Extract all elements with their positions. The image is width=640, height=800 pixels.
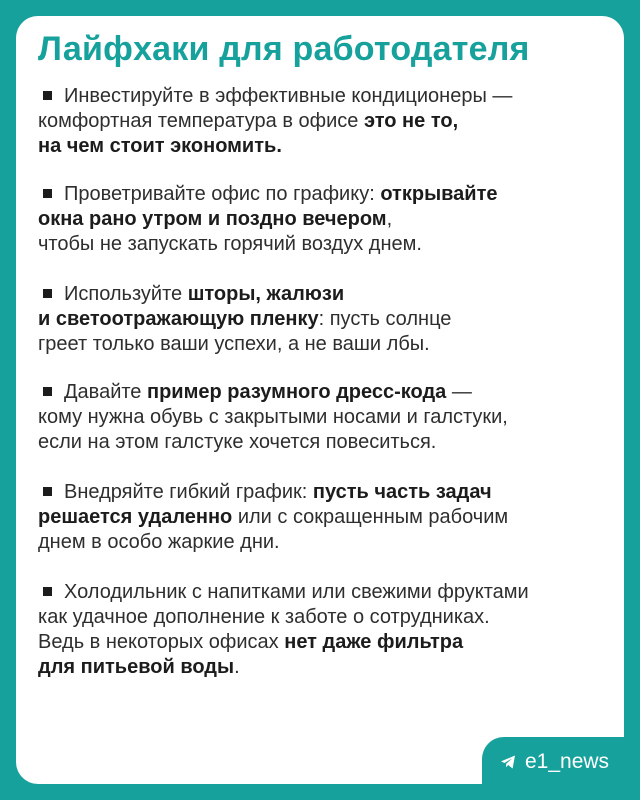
tip-text: кому нужна обувь с закрытыми носами и галстуки, [38,406,508,428]
tip-line [38,430,613,455]
tip-line [38,655,613,680]
tip-highlight: окна рано утром и поздно вечером [38,208,387,230]
tip-text: чтобы не запускать горячий воздух днем. [38,233,422,255]
channel-name: e1_news [525,750,610,773]
tip-highlight: это не то, [363,110,459,132]
telegram-icon [500,754,516,770]
tip-line [38,380,613,405]
tip-text: греет только ваши успехи, а не ваши лбы. [38,333,430,355]
tip-highlight: и светоотражающую пленку [38,308,319,330]
tip-highlight: пример разумного дресс-кода [146,381,447,403]
tip-line [38,207,613,232]
tip-line [38,232,613,257]
tip-line [38,332,613,357]
tip-line [38,84,613,109]
tip-text: Проветривайте офис по графику: [64,183,381,205]
tip-text: если на этом галстуке хочется повеситься. [38,431,437,453]
square-bullet-icon [43,387,52,396]
tip-text: Используйте [64,283,188,305]
tip-line [38,109,613,134]
tip-text: как удачное дополнение к заботе о сотрудниках. [38,606,490,628]
tip-text: Давайте [64,381,147,403]
tip-item [38,580,613,680]
tip-highlight: для питьевой воды [38,656,235,678]
square-bullet-icon [43,289,52,298]
tip-line [38,480,613,505]
tip-highlight: открывайте [380,183,498,205]
tip-line [38,307,613,332]
square-bullet-icon [43,587,52,596]
tip-text: Внедряйте гибкий график: [64,481,313,503]
tip-item [38,182,613,257]
tip-text: Инвестируйте в эффективные кондиционеры — [64,85,513,107]
square-bullet-icon [43,91,52,100]
tip-line [38,630,613,655]
tip-line [38,282,613,307]
square-bullet-icon [43,189,52,198]
square-bullet-icon [43,487,52,496]
tip-line [38,405,613,430]
tip-item [38,480,613,555]
channel-link[interactable] [500,750,609,774]
tip-item [38,282,613,357]
tip-text: , [386,208,393,230]
tip-text: Ведь в некоторых офисах [38,631,285,653]
tip-line [38,134,613,159]
tip-highlight: нет даже фильтра [284,631,464,653]
tip-text: . [234,656,240,678]
tip-line [38,580,613,605]
page-title: Лайфхаки для работодателя [38,30,530,68]
tip-text: : пусть солнце [318,308,452,330]
tip-item [38,380,613,455]
tip-text: или с сокращенным рабочим [232,506,509,528]
tip-text: Холодильник с напитками или свежими фруктами [64,581,529,603]
tip-line [38,530,613,555]
tip-highlight: на чем стоит экономить. [38,135,282,157]
tip-highlight: пусть часть задач [312,481,492,503]
tip-item [38,84,613,159]
tip-line [38,505,613,530]
tip-highlight: решается удаленно [38,506,233,528]
tip-text: — [446,381,472,403]
tip-line [38,182,613,207]
tip-text: комфортная температура в офисе [38,110,364,132]
tip-line [38,605,613,630]
tip-text: днем в особо жаркие дни. [38,531,280,553]
tip-highlight: шторы, жалюзи [187,283,345,305]
